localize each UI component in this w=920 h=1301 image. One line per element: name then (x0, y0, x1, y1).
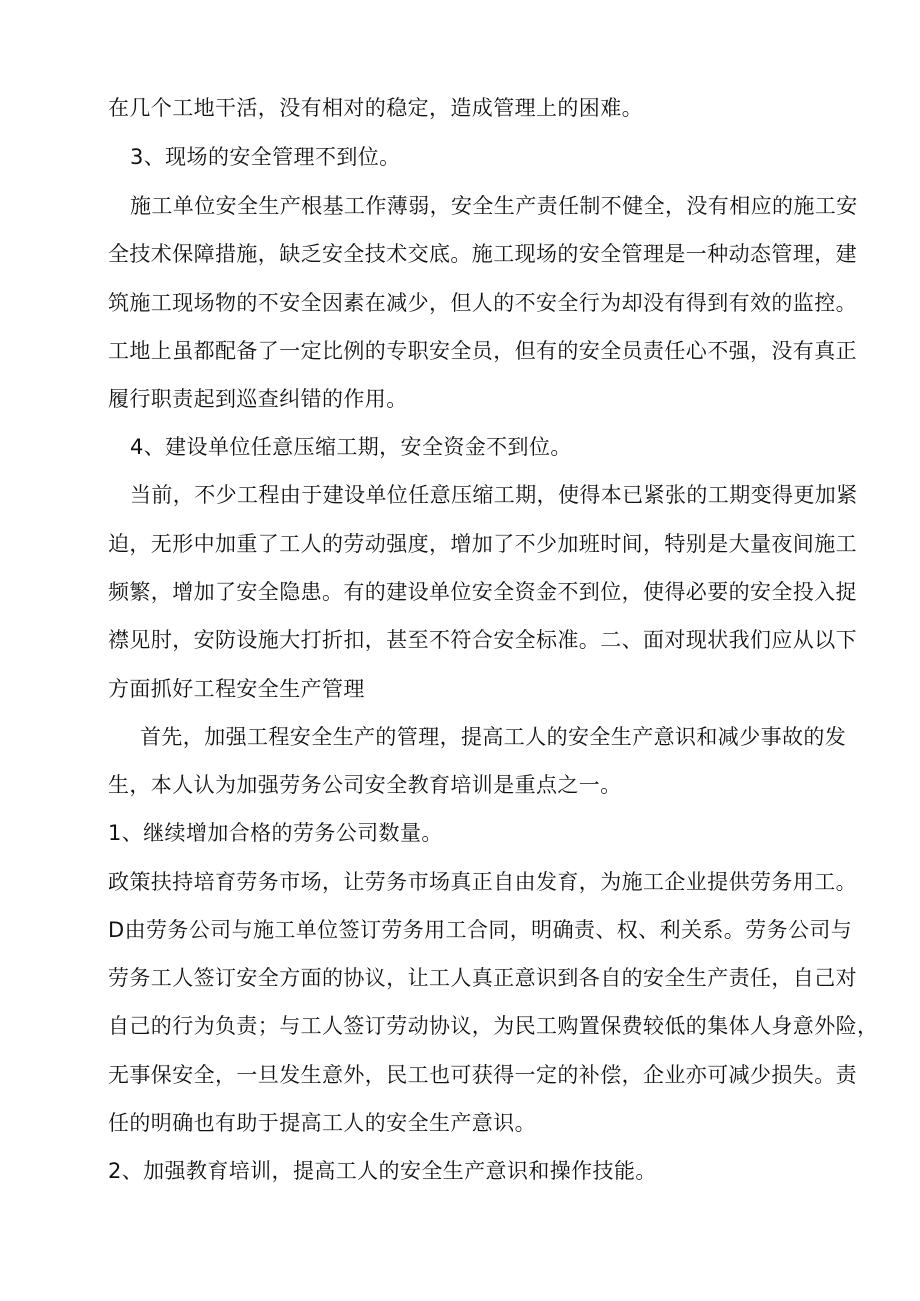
text-line: 方面抓好工程安全生产管理 (108, 677, 365, 701)
text-line: 施工单位安全生产根基工作薄弱，安全生产责任制不健全，没有相应的施工安 (130, 194, 858, 218)
text-line: 任的明确也有助于提高工人的安全生产意识。 (108, 1111, 536, 1135)
text-line: 生，本人认为加强劳务公司安全教育培训是重点之一。 (108, 773, 622, 797)
text-line: 当前，不少工程由于建设单位任意压缩工期，使得本已紧张的工期变得更加紧 (130, 483, 858, 507)
text-line: 在几个工地干活，没有相对的稳定，造成管理上的困难。 (108, 96, 643, 120)
text-line: 自己的行为负责；与工人签订劳动协议，为民工购置保费较低的集体人身意外险， (108, 1014, 879, 1038)
section-heading-2: 2、加强教育培训，提高工人的安全生产意识和操作技能。 (108, 1159, 657, 1183)
text-line: 首先，加强工程安全生产的管理，提高工人的安全生产意识和减少事故的发 (140, 725, 847, 749)
section-heading-4: 4、建设单位任意压缩工期，安全资金不到位。 (130, 435, 572, 459)
section-heading-3: 3、现场的安全管理不到位。 (130, 145, 401, 169)
text-line: D由劳务公司与施工单位签订劳务用工合同，明确责、权、利关系。劳务公司与 (108, 918, 853, 942)
text-line: 劳务工人签订安全方面的协议，让工人真正意识到各自的安全生产责任，自己对 (108, 966, 857, 990)
text-line: 无事保安全，一旦发生意外，民工也可获得一定的补偿，企业亦可减少损失。责 (108, 1063, 857, 1087)
text-line: 全技术保障措施，缺乏安全技术交底。施工现场的安全管理是一种动态管理，建 (108, 242, 857, 266)
text-line: 工地上虽都配备了一定比例的专职安全员，但有的安全员责任心不强，没有真正 (108, 339, 857, 363)
text-line: 筑施工现场物的不安全因素在减少，但人的不安全行为却没有得到有效的监控。 (108, 291, 857, 315)
text-line: 频繁，增加了安全隐患。有的建设单位安全资金不到位，使得必要的安全投入捉 (108, 580, 857, 604)
text-line: 履行职责起到巡查纠错的作用。 (108, 387, 408, 411)
text-line: 襟见肘，安防设施大打折扣，甚至不符合安全标准。二、面对现状我们应从以下 (108, 628, 857, 652)
text-line: 政策扶持培育劳务市场，让劳务市场真正自由发育，为施工企业提供劳务用工。 (108, 870, 857, 894)
text-line: 迫，无形中加重了工人的劳动强度，增加了不少加班时间，特别是大量夜间施工 (108, 532, 857, 556)
section-heading-1: 1、继续增加合格的劳务公司数量。 (108, 821, 443, 845)
